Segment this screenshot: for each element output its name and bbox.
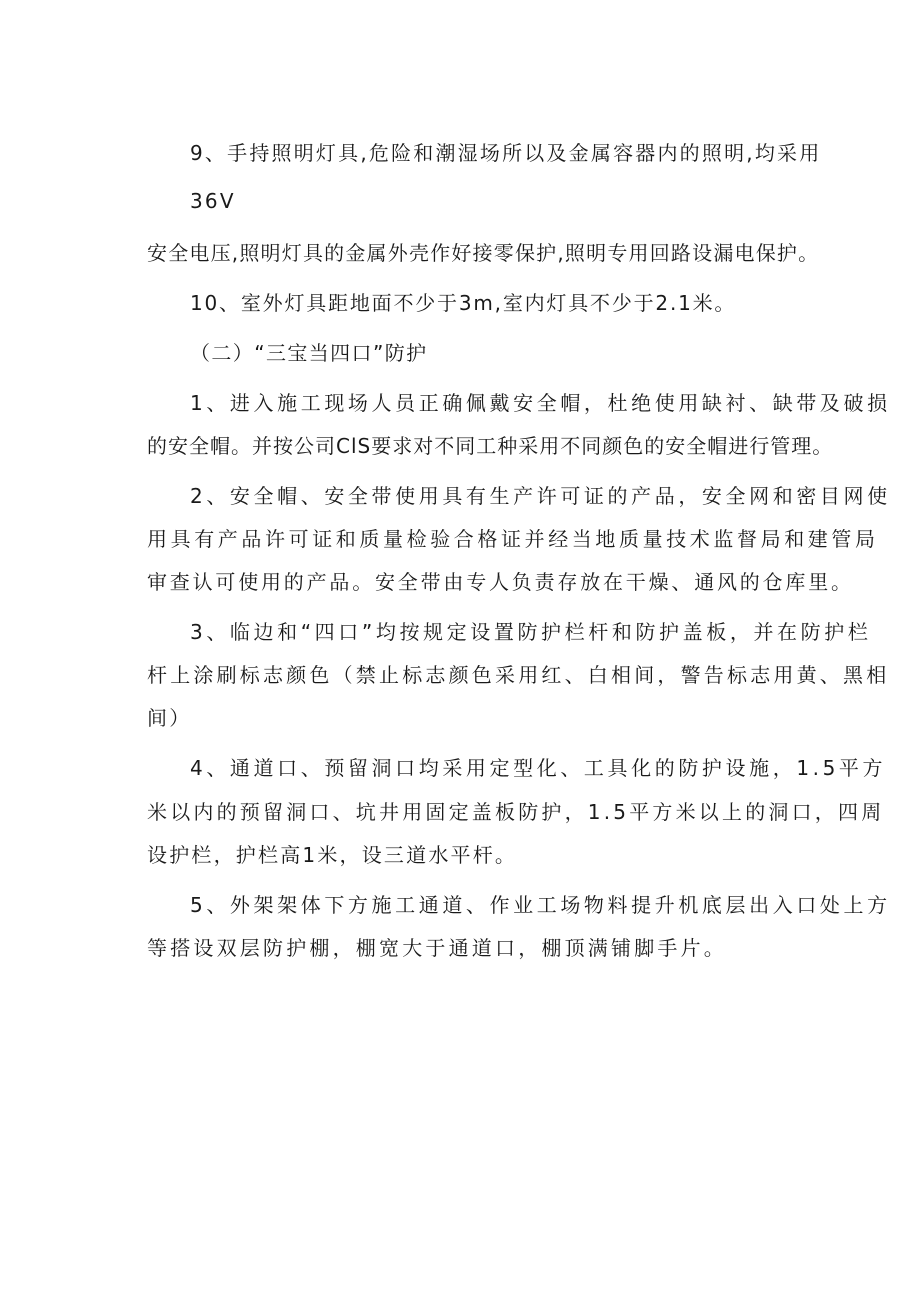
item-3-line-2: 杆上涂刷标志颜色（禁止标志颜色采用红、白相间，警告标志用黄、黑相 xyxy=(147,663,890,687)
item-4-line-2: 米以内的预留洞口、坑井用固定盖板防护，1.5平方米以上的洞口，四周 xyxy=(147,800,885,824)
section-heading: （二）“三宝当四口”防护 xyxy=(190,341,428,365)
item-2-line-1: 2、安全帽、安全带使用具有生产许可证的产品，安全网和密目网使 xyxy=(190,484,891,508)
item-9-line-2: 36V xyxy=(190,189,236,213)
item-5-line-1: 5、外架架体下方施工通道、作业工场物料提升机底层出入口处上方 xyxy=(190,893,891,917)
item-9-line-3: 安全电压,照明灯具的金属外壳作好接零保护,照明专用回路设漏电保护。 xyxy=(147,241,820,265)
item-5-line-2: 等搭设双层防护棚，棚宽大于通道口，棚顶满铺脚手片。 xyxy=(147,936,727,960)
item-10: 10、室外灯具距地面不少于3m,室内灯具不少于2.1米。 xyxy=(190,291,737,315)
item-2-line-2: 用具有产品许可证和质量检验合格证并经当地质量技术监督局和建管局 xyxy=(147,527,879,551)
item-4-line-1: 4、通道口、预留洞口均采用定型化、工具化的防护设施，1.5平方 xyxy=(190,756,887,780)
item-1-line-2: 的安全帽。并按公司ClS要求对不同工种采用不同颜色的安全帽进行管理。 xyxy=(147,434,834,458)
item-3-line-1: 3、临边和“四口”均按规定设置防护栏杆和防护盖板，并在防护栏 xyxy=(190,620,872,644)
item-1-line-1: 1、进入施工现场人员正确佩戴安全帽，杜绝使用缺衬、缺带及破损 xyxy=(190,391,891,415)
item-2-line-3: 审查认可使用的产品。安全带由专人负责存放在干燥、通风的仓库里。 xyxy=(147,570,854,594)
item-3-line-3: 间） xyxy=(147,706,192,730)
item-4-line-3: 设护栏，护栏高1米，设三道水平杆。 xyxy=(147,843,518,867)
item-9-line-1: 9、手持照明灯具,危险和潮湿场所以及金属容器内的照明,均采用 xyxy=(190,141,822,165)
